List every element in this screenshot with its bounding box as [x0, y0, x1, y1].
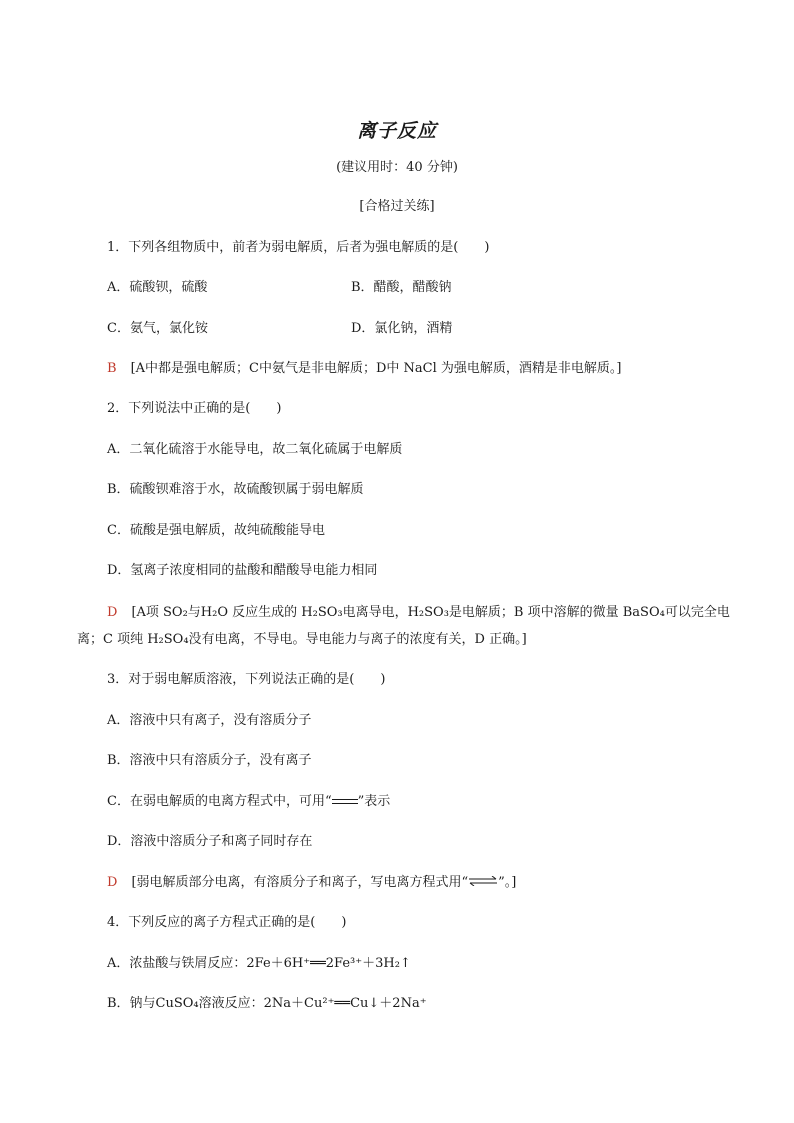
question-3-option-c — [107, 790, 390, 809]
question-2-option-d: D．氢离子浓度相同的盐酸和醋酸导电能力相同 — [107, 563, 378, 578]
question-1-stem: 1．下列各组物质中，前者为弱电解质，后者为强电解质的是( ) — [107, 240, 490, 255]
question-1-option-c: C．氨气，氯化铵 — [107, 321, 208, 336]
answer-explanation: [A项 SO₂与H₂O 反应生成的 H₂SO₃电离导电，H₂SO₃是电解质；B 项中溶解的微量 BaSO₄可以完全电 — [131, 605, 730, 620]
answer-letter: B — [107, 361, 117, 376]
answer-letter: D — [107, 605, 118, 620]
question-2-option-c: C．硫酸是强电解质，故纯硫酸能导电 — [107, 523, 325, 538]
question-1-option-d: D．氯化钠，酒精 — [351, 321, 453, 336]
option-c-text-start: C．在弱电解质的电离方程式中，可用“ — [107, 794, 332, 809]
answer-explanation-end: ”。] — [498, 875, 517, 890]
question-1-options-cd — [107, 317, 453, 336]
question-3-option-a: A．溶液中只有离子，没有溶质分子 — [107, 713, 312, 728]
question-3-option-b: B．溶液中只有溶质分子，没有离子 — [107, 753, 312, 768]
answer-explanation-start: [弱电解质部分电离，有溶质分子和离子，写电离方程式用“ — [131, 875, 469, 890]
question-4-option-a: A．浓盐酸与铁屑反应：2Fe＋6H⁺══2Fe³⁺＋3H₂↑ — [107, 956, 411, 971]
reversible-arrow-symbol — [468, 875, 498, 890]
question-3-stem: 3．对于弱电解质溶液，下列说法正确的是( ) — [107, 672, 386, 687]
question-2-stem: 2．下列说法中正确的是( ) — [107, 401, 282, 416]
question-4-option-b: B．钠与CuSO₄溶液反应：2Na＋Cu²⁺══Cu↓＋2Na⁺ — [107, 996, 427, 1011]
answer-letter: D — [107, 875, 118, 890]
question-1-option-b: B．醋酸，醋酸钠 — [351, 280, 452, 295]
question-3-answer — [107, 871, 516, 890]
section-heading: [合格过关练] — [359, 199, 435, 214]
question-3-option-d: D．溶液中溶质分子和离子同时存在 — [107, 834, 313, 849]
answer-explanation: [A中都是强电解质；C中氨气是非电解质；D中 NaCl 为强电解质，酒精是非电解质。] — [130, 361, 622, 376]
page-title: 离子反应 — [356, 120, 437, 142]
question-2-answer-line-2: 离；C 项纯 H₂SO₄没有电离，不导电。导电能力与离子的浓度有关，D 正确。] — [77, 632, 527, 647]
question-1-options-ab — [107, 276, 452, 295]
question-2-answer-line-1 — [107, 601, 730, 620]
option-c-text-end: ”表示 — [357, 794, 391, 809]
question-1-option-a: A．硫酸钡，硫酸 — [107, 280, 208, 295]
question-2-option-a: A．二氧化硫溶于水能导电，故二氧化硫属于电解质 — [107, 442, 403, 457]
question-1-answer — [107, 357, 621, 376]
suggested-time: (建议用时：40 分钟) — [336, 160, 458, 175]
question-2-option-b: B．硫酸钡难溶于水，故硫酸钡属于弱电解质 — [107, 482, 364, 497]
double-line-equals-symbol — [332, 797, 358, 807]
question-4-stem: 4．下列反应的离子方程式正确的是( ) — [107, 915, 347, 930]
